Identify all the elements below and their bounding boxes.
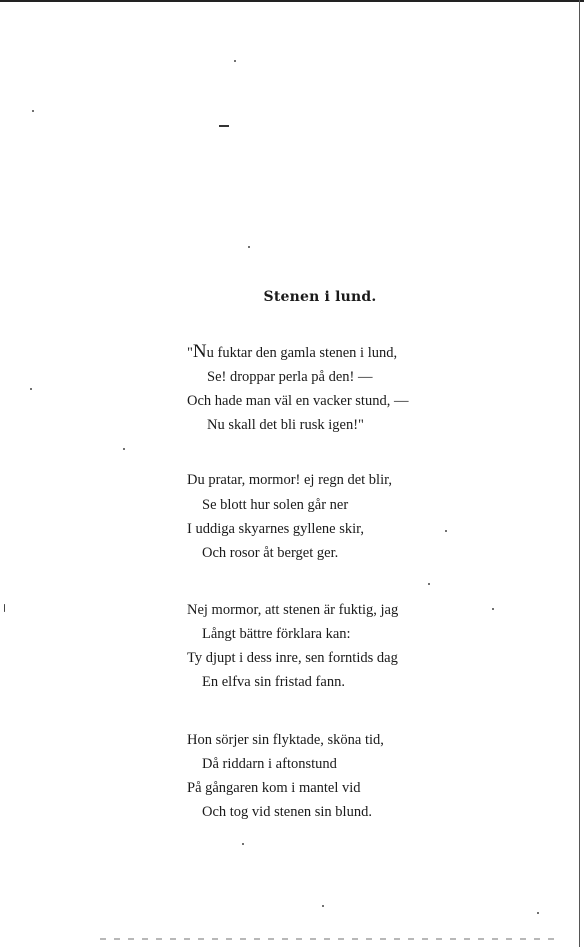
scan-speck bbox=[445, 530, 447, 532]
poem-line: Nu skall det bli rusk igen!" bbox=[207, 417, 364, 433]
initial-letter: N bbox=[192, 341, 207, 362]
poem-line: Du pratar, mormor! ej regn det blir, bbox=[187, 472, 392, 488]
poem-line: Se! droppar perla på den! — bbox=[207, 369, 373, 385]
poem-line: En elfva sin fristad fann. bbox=[202, 674, 345, 690]
poem-line: Hon sörjer sin flyktade, sköna tid, bbox=[187, 732, 384, 748]
scan-speck bbox=[322, 905, 324, 907]
poem-line: Och tog vid stenen sin blund. bbox=[202, 804, 372, 820]
poem-line: Nej mormor, att stenen är fuktig, jag bbox=[187, 602, 399, 618]
top-border-rule bbox=[0, 0, 584, 2]
scan-speck bbox=[4, 604, 5, 612]
scan-speck bbox=[492, 608, 494, 610]
scan-speck bbox=[248, 246, 250, 248]
scan-speck bbox=[428, 583, 430, 585]
poem-title: Stenen i lund. bbox=[263, 289, 377, 305]
print-mark bbox=[219, 125, 229, 127]
poem-line: Långt bättre förklara kan: bbox=[202, 626, 351, 642]
poem-line: Och rosor åt berget ger. bbox=[202, 545, 339, 561]
scan-edge-noise bbox=[100, 938, 560, 940]
poem-line: Se blott hur solen går ner bbox=[202, 497, 349, 513]
poem-line: Ty djupt i dess inre, sen forntids dag bbox=[187, 650, 398, 666]
scan-speck bbox=[32, 110, 34, 112]
poem-line: I uddiga skyarnes gyllene skir, bbox=[187, 521, 365, 537]
scan-speck bbox=[123, 448, 125, 450]
scan-speck bbox=[242, 843, 244, 845]
right-border-rule bbox=[579, 0, 580, 947]
poem-line: Och hade man väl en vacker stund, — bbox=[187, 393, 409, 409]
scan-speck bbox=[234, 60, 236, 62]
poem-line: På gångaren kom i mantel vid bbox=[187, 780, 361, 796]
poem-line: "Nu fuktar den gamla stenen i lund, bbox=[187, 341, 398, 362]
scan-speck bbox=[537, 912, 539, 914]
poem-line: Då riddarn i aftonstund bbox=[202, 756, 337, 772]
scan-speck bbox=[30, 388, 32, 390]
